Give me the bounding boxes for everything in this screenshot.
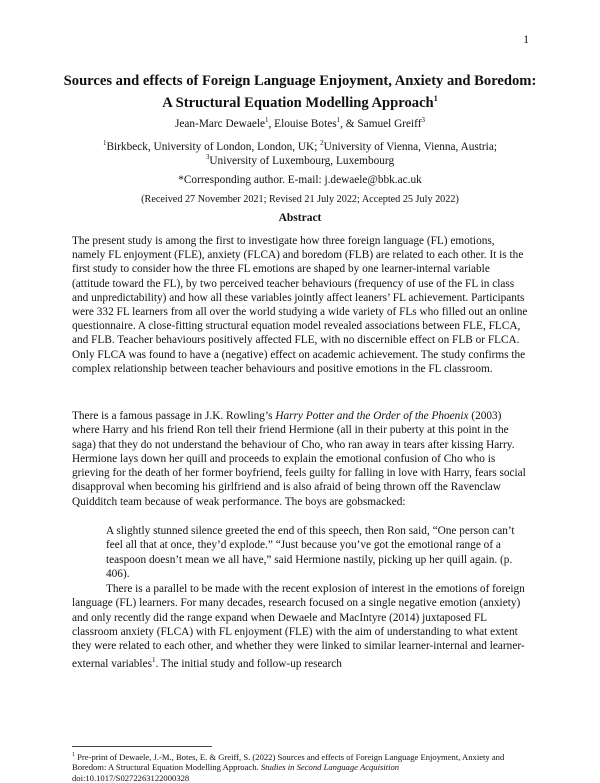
- title-text: Sources and effects of Foreign Language Enjoyment, Anxiety and Boredom: A Structural Equation Modelling Approach: [63, 73, 537, 111]
- paragraph-text: (2003) where Harry and his friend Ron tell their friend Hermione (all in their puberty at this point in the saga) that they do not understand the behaviour of Cho, who ran away in tears after kissing Harry. Hermione lays down her quill and proceeds to explain the emotional confusion of Cho who is grieving for the death of her former boyfriend, feels guilty for falling in love with Harry, fears social disapproval when becoming his girlfriend and is also afraid of being thrown off the Ravenclaw Quidditch team because of weak performance. The boys are gobsmacked:: [72, 410, 526, 508]
- footnote-marker: 1: [151, 656, 156, 665]
- author-name: Jean-Marc Dewaele: [175, 117, 266, 130]
- author-affiliation-marker: 1: [336, 116, 341, 124]
- footnote: [72, 750, 528, 783]
- book-title: Harry Potter and the Order of the Phoenix: [275, 410, 469, 422]
- footnote-text: Pre-print of Dewaele, J.-M., Botes, E. & Greiff, S. (2022) Sources and effects of Foreign Language Enjoyment, Anxiety and Boredom: A Structural Equation Modelling Approach.: [72, 751, 505, 773]
- author-name: Elouise Botes: [274, 117, 337, 130]
- journal-name: Studies in Second Language Acquisition: [260, 762, 400, 773]
- affiliation-marker: 2: [320, 139, 324, 147]
- page-number: 1: [523, 34, 529, 46]
- affiliations-line-2: [40, 150, 560, 168]
- footnote-marker: 1: [72, 752, 75, 758]
- corresponding-author: *Corresponding author. E-mail: j.dewaele@bbk.ac.uk: [178, 174, 422, 186]
- paragraph-text: There is a parallel to be made with the recent explosion of interest in the emotions of foreign language (FL) learners. For many decades, research focused on a single negative emotion (anxiety) and only recently did the range expand when Dewaele and MacIntyre (2014) juxtaposed FL classroom anxiety (FLCA) with FL enjoyment (FLE) with the aim of understanding to what extent they were related to each other, and whether they were linked to similar learner-internal and learner-external variables: [72, 583, 525, 671]
- affiliation-text: University of Vienna, Vienna, Austria;: [323, 140, 497, 153]
- intro-paragraph-2: [72, 582, 528, 672]
- footnote-doi: doi:10.1017/S0272263122000328: [72, 772, 190, 783]
- author-affiliation-marker: 3: [421, 116, 425, 124]
- footnote-divider: [72, 746, 212, 747]
- paper-title: [60, 72, 540, 112]
- intro-paragraph-1: [72, 409, 528, 509]
- author-separator: ,: [268, 117, 275, 130]
- author-list: [40, 113, 560, 131]
- affiliation-text: Birkbeck, University of London, London, UK;: [106, 140, 321, 153]
- author-name: Samuel Greiff: [357, 117, 422, 130]
- affiliation-marker: 3: [205, 153, 210, 161]
- abstract-text: The present study is among the first to investigate how three foreign language (FL) emotions, namely FL enjoyment (FLE), anxiety (FLCA) and boredom (FLB) are related to each other. It is the first study to consider how the three FL emotions are shaped by one learner-internal variable (attitude toward the FL), by two perceived teacher behaviours (frequency of use of the FL in class and unpredictability) and how all these variables jointly affect leaners’ FL achievement. Participants were 332 FL learners from all over the world studying a wide variety of FLs who filled out an online questionnaire. A close-fitting structural equation model revealed associations between FLE, FLCA, and FLB. Teacher behaviours positively affected FLE, with no discernible effect on FLB or FLCA. Only FLCA was found to have a (negative) effect on academic achievement. The study confirms the complex relationship between teacher behaviours and positive emotions in the FL classroom.: [72, 235, 528, 375]
- author-separator: , &: [340, 117, 358, 130]
- block-quote: A slightly stunned silence greeted the end of this speech, then Ron said, “One person can’t feel all that at once, they’d explode.” “Just because you’ve got the emotional range of a teaspoon doesn’t mean we all have,” said Hermione nastily, picking up her quill again. (p. 406).: [106, 525, 515, 580]
- author-affiliation-marker: 1: [265, 116, 269, 124]
- title-footnote-marker: 1: [433, 94, 438, 103]
- paragraph-text: There is a famous passage in J.K. Rowling’s: [72, 410, 276, 422]
- affiliation-marker: 1: [103, 139, 107, 147]
- paragraph-text: . The initial study and follow-up research: [155, 658, 342, 671]
- publication-history: (Received 27 November 2021; Revised 21 July 2022; Accepted 25 July 2022): [141, 194, 459, 205]
- abstract-heading: Abstract: [278, 212, 322, 224]
- affiliation-text: University of Luxembourg, Luxembourg: [209, 154, 395, 167]
